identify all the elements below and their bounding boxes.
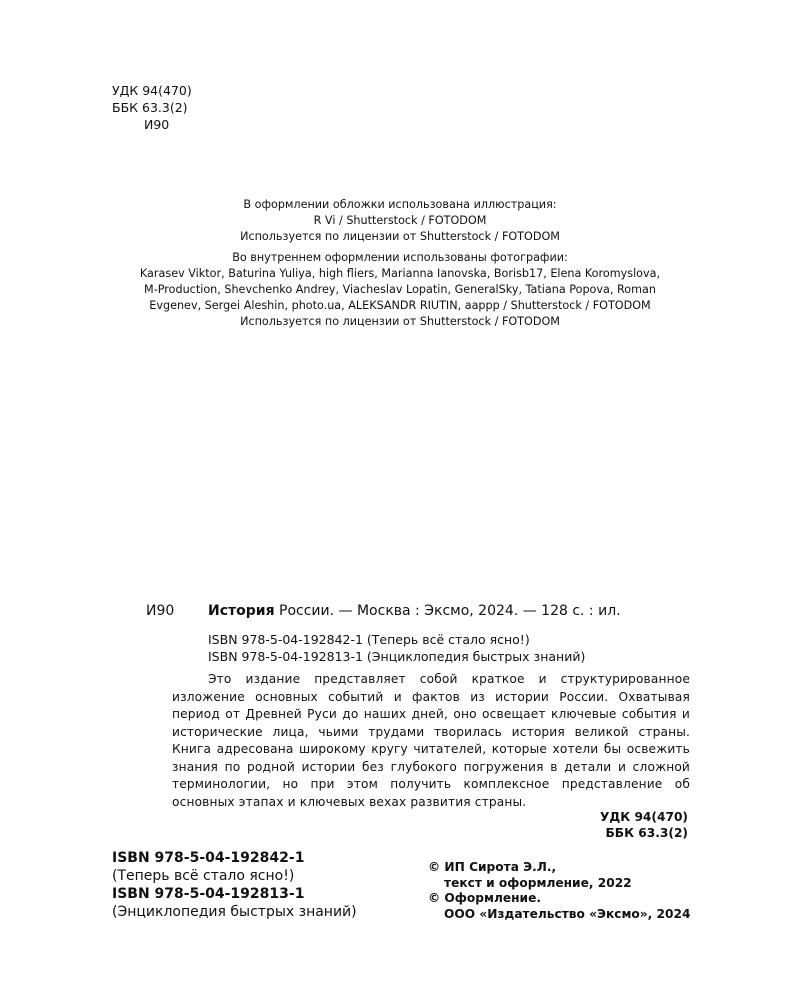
catalog-isbn-list (208, 631, 585, 665)
copyright-line: текст и оформление, 2022 (444, 875, 632, 890)
bottom-classification-codes (600, 809, 688, 841)
udk-code: УДК 94(470) (112, 83, 192, 98)
series-name: (Энциклопедия быстрых знаний) (112, 904, 357, 920)
credit-line: Используется по лицензии от Shutterstock / FOTODOM (240, 230, 560, 243)
isbn-line: ISBN 978-5-04-192842-1 (Теперь всё стало ясно!) (208, 632, 530, 647)
bbk-code: ББК 63.3(2) (605, 826, 688, 840)
catalog-details: России. — Москва : Эксмо, 2024. — 128 с. : ил. (274, 603, 621, 619)
cover-illustration-credits (0, 197, 800, 245)
annotation-text: Это издание представляет собой краткое и структурированное изложение основных событий и фактов из истории России. Охватывая период от Древней Руси до наших дней, оно освещает ключевые события и исторические лица, чьими трудами творилась история великой страны. Книга адресована широкому кругу читателей, которые хотели бы освежить знания по родной истории без глубокого погружения в детали и сложной терминологии, но при этом получить комплексное представление об основных этапах и ключевых вехах развития страны. (172, 672, 690, 809)
credit-line: Karasev Viktor, Baturina Yuliya, high fliers, Marianna Ianovska, Borisb17, Elena Koromyslova, (139, 267, 661, 280)
credit-line: R Vi / Shutterstock / FOTODOM (313, 214, 487, 227)
author-code: И90 (144, 117, 170, 132)
credit-line: Во внутреннем оформлении использованы фотографии: (232, 251, 568, 264)
catalog-title: История (208, 603, 275, 619)
credit-line: В оформлении обложки использована иллюстрация: (243, 198, 557, 211)
copyright-line: © ИП Сирота Э.Л., (428, 860, 557, 874)
copyright-line: © Оформление. (428, 891, 541, 905)
book-annotation (172, 671, 690, 811)
isbn-line: ISBN 978-5-04-192813-1 (Энциклопедия быстрых знаний) (208, 649, 586, 664)
udk-code: УДК 94(470) (600, 810, 688, 824)
credit-line: Evgenev, Sergei Aleshin, photo.ua, ALEKSANDR RIUTIN, aappp / Shutterstock / FOTODOM (149, 299, 651, 312)
isbn-number: ISBN 978-5-04-192842-1 (112, 850, 305, 866)
series-name: (Теперь всё стало ясно!) (112, 868, 295, 884)
catalog-entry (146, 603, 621, 619)
top-classification-codes (112, 82, 192, 133)
isbn-block (112, 849, 357, 921)
isbn-number: ISBN 978-5-04-192813-1 (112, 886, 305, 902)
bbk-code: ББК 63.3(2) (112, 100, 188, 115)
copyright-line: ООО «Издательство «Эксмо», 2024 (444, 906, 691, 921)
credit-line: Используется по лицензии от Shutterstock / FOTODOM (240, 315, 560, 328)
copyright-block (428, 860, 690, 922)
inner-photo-credits (0, 250, 800, 330)
catalog-code: И90 (146, 603, 175, 619)
credit-line: M-Production, Shevchenko Andrey, Viacheslav Lopatin, GeneralSky, Tatiana Popova, Roman (144, 283, 656, 296)
